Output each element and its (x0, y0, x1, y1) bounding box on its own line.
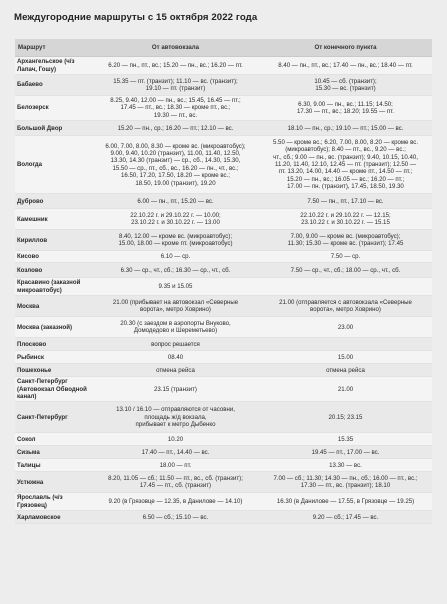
table-row (15, 96, 432, 121)
departure-times-cell: 23.15 (транзит) (92, 377, 259, 402)
departure-times-cell: 15.35 — пт. (транзит); 11.10 — вс. (транзит); 19.10 — пт. (транзит) (92, 75, 259, 96)
page-title: Междугородние маршруты с 15 октября 2022 года (14, 12, 258, 23)
table-row (15, 121, 432, 136)
departure-times-cell: 8.20, 11.05 — сб.; 11.50 — пт., вс., сб. (транзит); 17.45 — пт., сб. (транзит) (92, 472, 259, 493)
return-times-cell: 10.45 — сб. (транзит); 15.30 — вс. (транзит) (259, 75, 432, 96)
return-times-cell: 9.20 — сб.; 17.45 — вс. (259, 511, 432, 524)
return-times-cell: 7.50 — ср. (259, 251, 432, 263)
route-name-cell: Санкт-Петербург (Автовокзал Обводной канал) (15, 377, 92, 402)
return-times-cell: 16.30 (в Данилове — 17.55, в Грязовце — 19.25) (259, 493, 432, 511)
table-row (15, 433, 432, 446)
departure-times-cell: 20.30 (с заездом в аэропорты Внуково, Домодедово и Шереметьево) (92, 317, 259, 338)
departure-times-cell: 13.10 / 16.10 — отправляются от часовни, площадь ж/д вокзала, прибывает к метро Дыбенко (92, 402, 259, 433)
departure-times-cell: отмена рейса (92, 364, 259, 377)
departure-times-cell: 6.00, 7.00, 8.00, 8.30 — кроме вс. (микроавтобус); 9.00, 9.40, 10.20 (транзит), 11.00, 11.40, 12.50, 13.30, 14.30 (транзит) — ср., сб., 14.30, 15.30, 15.50 — ср., пт., сб., вс., 16.20 — пн., чт., вс.; 16.50, 17.20, 17.50, 18.20 — кроме вс.; 18.50, 19.00 (транзит), 19.20 (92, 136, 259, 194)
return-times-cell: 21.00 (отправляется с автовокзала «Северные ворота», метро Ховрино) (259, 296, 432, 317)
header-from-terminal: От конечного пункта (259, 39, 432, 57)
route-name-cell: Белозерск (15, 96, 92, 121)
departure-times-cell: 6.50 — сб.; 15.10 — вс. (92, 511, 259, 524)
route-name-cell: Большой Двор (15, 121, 92, 136)
table-row (15, 364, 432, 377)
route-name-cell: Камешник (15, 209, 92, 230)
departure-times-cell: 08.40 (92, 351, 259, 364)
table-row (15, 472, 432, 493)
route-name-cell: Красавино (заказной микроавтобус) (15, 278, 92, 296)
return-times-cell: отмена рейса (259, 364, 432, 377)
return-times-cell: 7.50 — пн., пт., 17.10 — вс. (259, 194, 432, 209)
route-name-cell: Рыбинск (15, 351, 92, 364)
departure-times-cell: 8.25, 9.40, 12.00 — пн., вс.; 15.45, 16.45 — пт.; 17.45 — пт., вс.; 18.30 — кроме пт., вс.; 19.30 — пт., вс. (92, 96, 259, 121)
table-row (15, 493, 432, 511)
table-row (15, 296, 432, 317)
table-row (15, 446, 432, 459)
route-name-cell: Сокол (15, 433, 92, 446)
departure-times-cell: 9.35 и 15.05 (92, 278, 259, 296)
routes-table (15, 39, 432, 524)
table-row (15, 251, 432, 263)
route-name-cell: Москва (15, 296, 92, 317)
departure-times-cell: 10.20 (92, 433, 259, 446)
route-name-cell: Харламовское (15, 511, 92, 524)
route-name-cell: Устюжна (15, 472, 92, 493)
table-row (15, 209, 432, 230)
return-times-cell: 5.50 — кроме вс.; 6.20, 7.00, 8.00, 8.20 — кроме вс. (микроавтобус); 8.40 — пт., вс., 9.20 — вс.; чт., сб.; 9.00 — пн., вс. (транзит); 9.40, 10.15, 10.40, 11.20, 11.40, 12.10, 12.45 — пт. (транзит); 12.50 — пт. 13.20, 14.00, 14.40 — кроме пт., 14.50 — пт.; 15.20 — пн., вс.; 16.05 — вс.; 16.20 — пт.; 17.00 — пн. (транзит), 17.45, 18.50, 19.30 (259, 136, 432, 194)
table-row (15, 263, 432, 278)
departure-times-cell: 18.00 — пт. (92, 459, 259, 472)
route-name-cell: Дуброво (15, 194, 92, 209)
table-row (15, 57, 432, 75)
table-row (15, 351, 432, 364)
return-times-cell: 21.00 (259, 377, 432, 402)
return-times-cell: 15.35 (259, 433, 432, 446)
route-name-cell: Кириллов (15, 230, 92, 251)
route-name-cell: Москва (заказной) (15, 317, 92, 338)
route-name-cell: Бабаево (15, 75, 92, 96)
table-row (15, 402, 432, 433)
table-row (15, 75, 432, 96)
departure-times-cell: 15.20 — пн., ср.; 16.20 — пт.; 12.10 — вс. (92, 121, 259, 136)
return-times-cell: 15.00 (259, 351, 432, 364)
route-name-cell: Плосково (15, 338, 92, 351)
return-times-cell (259, 338, 432, 351)
route-name-cell: Санкт-Петербург (15, 402, 92, 433)
departure-times-cell: 6.30 — ср., чт., сб.; 16.30 — ср., чт., сб. (92, 263, 259, 278)
table-row (15, 317, 432, 338)
table-row (15, 377, 432, 402)
return-times-cell: 7.50 — ср., чт., сб.; 18.00 — ср., чт., сб. (259, 263, 432, 278)
table-header-row (15, 39, 432, 57)
route-name-cell: Сизьма (15, 446, 92, 459)
departure-times-cell: 17.40 — пт., 14.40 — вс. (92, 446, 259, 459)
route-name-cell: Талицы (15, 459, 92, 472)
table-row (15, 338, 432, 351)
return-times-cell: 6.30, 9.00 — пн., вс.; 11.15; 14.50; 17.30 — пт., вс.; 18.20; 19.55 — пт. (259, 96, 432, 121)
route-name-cell: Козлово (15, 263, 92, 278)
departure-times-cell: 22.10.22 г. и 29.10.22 г. — 10.00; 23.10.22 г. и 30.10.22 г. — 13.00 (92, 209, 259, 230)
return-times-cell: 7.00 — сб.; 11.30; 14.30 — пн., сб.; 16.00 — пт., вс.; 17.30 — пт., вс. (транзит); 18.10 (259, 472, 432, 493)
table-row (15, 459, 432, 472)
departure-times-cell: 9.20 (в Грязовце — 12.35, в Данилове — 14.10) (92, 493, 259, 511)
return-times-cell: 7.00, 9.00 — кроме вс. (микроавтобус); 11.30; 15.30 — кроме вс. (транзит); 17.45 (259, 230, 432, 251)
departure-times-cell: 21.00 (прибывает на автовокзал «Северные ворота», метро Ховрино) (92, 296, 259, 317)
departure-times-cell: вопрос решается (92, 338, 259, 351)
table-row (15, 278, 432, 296)
return-times-cell: 18.10 — пн., ср.; 19.10 — пт.; 15.00 — вс. (259, 121, 432, 136)
departure-times-cell: 8.40, 12.00 — кроме вс. (микроавтобус); 15.00, 18.00 — кроме пт. (микроавтобус) (92, 230, 259, 251)
table-row (15, 230, 432, 251)
return-times-cell: 22.10.22 г. и 29.10.22 г. — 12.15; 23.10.22 г. и 30.10.22 г. — 15.15 (259, 209, 432, 230)
return-times-cell: 20.15; 23.15 (259, 402, 432, 433)
return-times-cell: 13.30 — вс. (259, 459, 432, 472)
return-times-cell (259, 278, 432, 296)
return-times-cell: 19.45 — пт., 17.00 — вс. (259, 446, 432, 459)
return-times-cell: 8.40 — пн., пт., вс.; 17.40 — пн., вс.; 18.40 — пт. (259, 57, 432, 75)
return-times-cell: 23.00 (259, 317, 432, 338)
header-from-station: От автовокзала (92, 39, 259, 57)
table-row (15, 194, 432, 209)
routes-table-body (15, 57, 432, 524)
departure-times-cell: 6.00 — пн., пт., 15.20 — вс. (92, 194, 259, 209)
departure-times-cell: 6.10 — ср. (92, 251, 259, 263)
table-row (15, 511, 432, 524)
departure-times-cell: 6.20 — пн., пт., вс.; 15.20 — пн., вс.; 16.20 — пт. (92, 57, 259, 75)
route-name-cell: Архангельское (ч/з Лапач, Гошу) (15, 57, 92, 75)
route-name-cell: Вологда (15, 136, 92, 194)
route-name-cell: Пошехонье (15, 364, 92, 377)
route-name-cell: Ярославль (ч/з Грязовец) (15, 493, 92, 511)
header-route: Маршрут (15, 39, 92, 57)
table-row (15, 136, 432, 194)
route-name-cell: Кисово (15, 251, 92, 263)
